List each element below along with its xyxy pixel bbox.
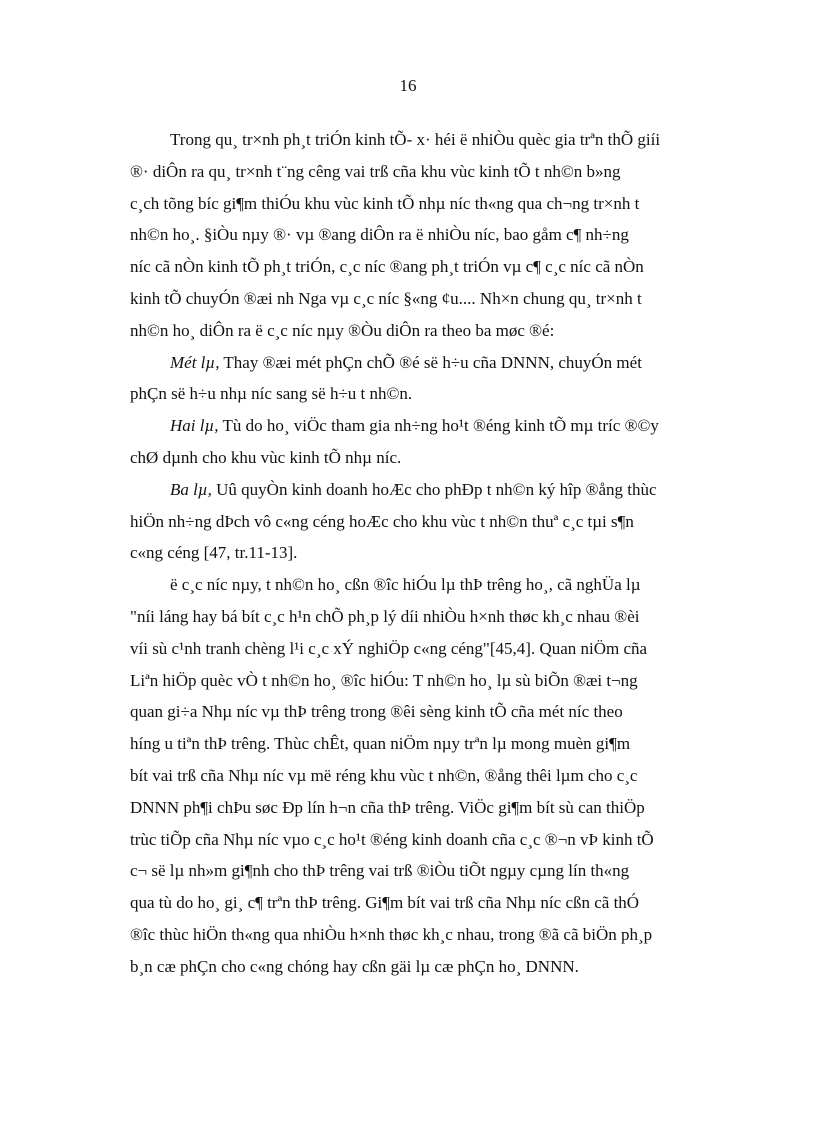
text-line: [130, 728, 730, 760]
line-text: hiÖn nh÷ng dÞch vô c«ng céng hoÆc cho khu vùc t nh©n thuª c¸c tµi s¶n: [130, 511, 634, 531]
text-line: [130, 792, 730, 824]
text-line: [130, 283, 730, 315]
line-text: ®îc thùc hiÖn th«ng qua nhiÒu h×nh thøc kh¸c nhau, trong ®ã cã biÖn ph¸p: [130, 924, 653, 944]
paragraph: [130, 474, 730, 569]
text-line: [130, 474, 730, 506]
text-line: [130, 696, 730, 728]
line-text: kinh tÕ chuyÓn ®æi nh Nga vµ c¸c níc §«ng ¢u.... Nh×n chung qu¸ tr×nh t: [130, 288, 642, 308]
line-text: nh©n ho¸. §iÒu nµy ®· vµ ®ang diÔn ra ë nhiÒu níc, bao gåm c¶ nh÷ng: [130, 225, 629, 245]
text-line: [130, 442, 730, 474]
paragraph: [130, 410, 730, 474]
text-line: [130, 219, 730, 251]
text-line: [130, 919, 730, 951]
text-line: [130, 537, 730, 569]
paragraph: [130, 569, 730, 982]
document-body: [130, 124, 730, 983]
text-line: [130, 951, 730, 983]
text-line: [130, 824, 730, 856]
line-text: c¸ch tõng bíc gi¶m thiÓu khu vùc kinh tÕ nhµ níc th«ng qua ch¬ng tr×nh t: [130, 193, 640, 213]
text-line: [130, 855, 730, 887]
text-line: [130, 251, 730, 283]
line-text: Thay ®æi mét phÇn chÕ ®é së h÷u cña DNNN, chuyÓn mét: [219, 352, 642, 372]
paragraph: [130, 124, 730, 347]
line-text: víi sù c¹nh tranh chèng l¹i c¸c xÝ nghiÖp c«ng céng"[45,4]. Quan niÖm cña: [130, 638, 648, 658]
line-text: "níi láng hay bá bít c¸c h¹n chÕ ph¸p lý díi nhiÒu h×nh thøc kh¸c nhau ®èi: [130, 606, 640, 626]
paragraph: [130, 347, 730, 411]
line-text: ®· diÔn ra qu¸ tr×nh t¨ng cêng vai trß cña khu vùc kinh tÕ t nh©n b»ng: [130, 161, 621, 181]
page-number: 16: [399, 76, 417, 95]
line-text: c«ng céng [47, tr.11-13].: [130, 543, 298, 563]
text-line: [130, 347, 730, 379]
line-text: ë c¸c níc nµy, t nh©n ho¸ cßn ®îc hiÓu lµ thÞ trêng ho¸, cã nghÜa lµ: [170, 575, 641, 595]
line-text: Trong qu¸ tr×nh ph¸t triÓn kinh tÕ- x· héi ë nhiÒu quèc gia trªn thÕ giíi: [170, 130, 661, 149]
line-text: DNNN ph¶i chÞu søc Ðp lín h¬n cña thÞ trêng. ViÖc gi¶m bít sù can thiÖp: [130, 797, 645, 817]
enumeration-label: Mét lµ,: [170, 352, 220, 372]
text-line: [130, 410, 730, 442]
text-line: [130, 315, 730, 347]
enumeration-label: Ba lµ,: [170, 479, 212, 499]
line-text: Liªn hiÖp quèc vÒ t nh©n ho¸ ®îc hiÓu: T nh©n ho¸ lµ sù biÕn ®æi t¬ng: [130, 670, 638, 690]
text-line: [130, 124, 730, 156]
line-text: chØ dµnh cho khu vùc kinh tÕ nhµ níc.: [130, 447, 402, 467]
line-text: níc cã nÒn kinh tÕ ph¸t triÓn, c¸c níc ®ang ph¸t triÓn vµ c¶ c¸c níc cã nÒn: [130, 257, 644, 277]
line-text: quan gi÷a Nhµ níc vµ thÞ trêng trong ®êi sèng kinh tÕ cña mét níc theo: [130, 702, 623, 722]
text-line: [130, 506, 730, 538]
text-line: [130, 601, 730, 633]
line-text: qua tù do ho¸ gi¸ c¶ trªn thÞ trêng. Gi¶m bít vai trß cña Nhµ níc cßn cã thÓ: [130, 893, 640, 913]
text-line: [130, 188, 730, 220]
line-text: c¬ së lµ nh»m gi¶nh cho thÞ trêng vai trß ®iÒu tiÕt ngµy cµng lín th«ng: [130, 861, 630, 881]
text-line: [130, 156, 730, 188]
line-text: nh©n ho¸ diÔn ra ë c¸c níc nµy ®Òu diÔn ra theo ba møc ®é:: [130, 320, 555, 340]
line-text: Tù do ho¸ viÖc tham gia nh÷ng ho¹t ®éng kinh tÕ mµ tríc ®©y: [218, 416, 659, 436]
text-line: [130, 633, 730, 665]
text-line: [130, 665, 730, 697]
line-text: b¸n cæ phÇn cho c«ng chóng hay cßn gäi lµ cæ phÇn ho¸ DNNN.: [130, 956, 579, 976]
text-line: [130, 378, 730, 410]
line-text: trùc tiÕp cña Nhµ níc vµo c¸c ho¹t ®éng kinh doanh cña c¸c ®¬n vÞ kinh tÕ: [130, 829, 654, 849]
text-line: [130, 887, 730, 919]
line-text: híng u tiªn thÞ trêng. Thùc chÊt, quan niÖm nµy trªn lµ mong muèn gi¶m: [130, 734, 631, 754]
line-text: bít vai trß cña Nhµ níc vµ më réng khu vùc t nh©n, ®ång thêi lµm cho c¸c: [130, 765, 638, 785]
line-text: phÇn së h÷u nhµ níc sang së h÷u t nh©n.: [130, 384, 413, 404]
line-text: Uû quyÒn kinh doanh hoÆc cho phÐp t nh©n ký hîp ®ång thùc: [211, 479, 657, 499]
text-line: [130, 760, 730, 792]
text-line: [130, 569, 730, 601]
enumeration-label: Hai lµ,: [170, 416, 219, 436]
